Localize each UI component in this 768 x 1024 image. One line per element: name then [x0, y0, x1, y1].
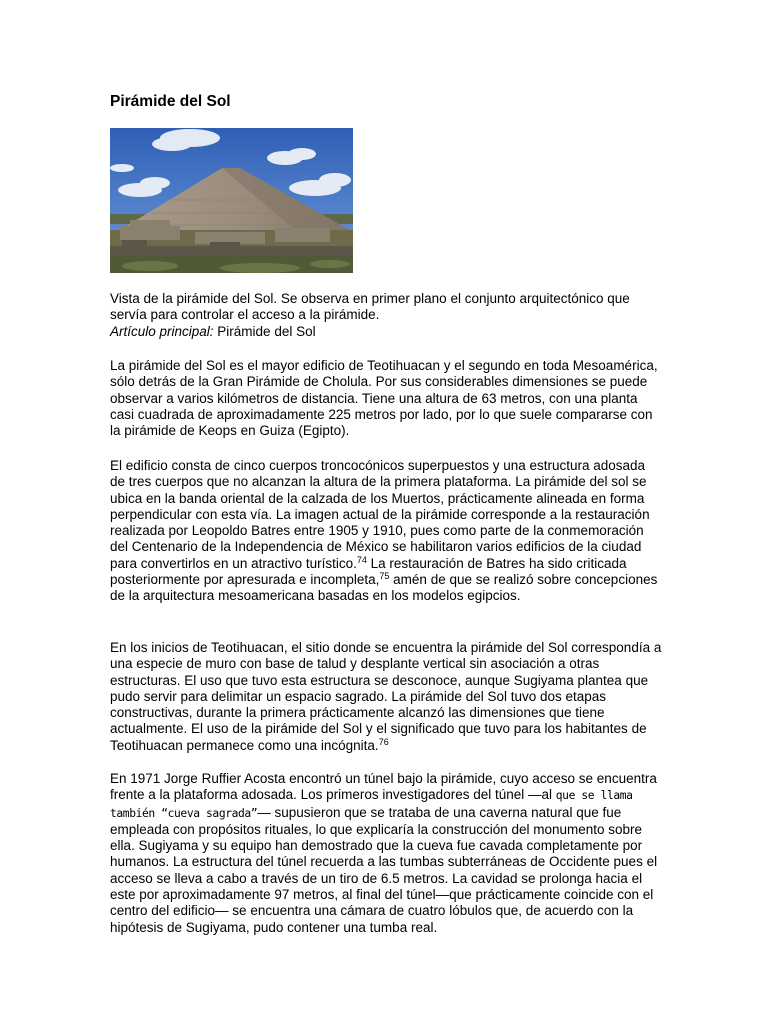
paragraph-2: [110, 458, 662, 605]
paragraph-4-monospace-fragment: que se llama también “cueva sagrada”: [110, 789, 633, 820]
paragraph-2-part-a: El edificio consta de cinco cuerpos troncocónicos superpuestos y una estructura adosada de tres cuerpos que no alcanzan la altura de la primera plataforma. La pirámide del sol se ubica en la banda oriental de la calzada de los Muertos, prácticamente alineada en forma perpendicular con esta vía. La imagen actual de la pirámide corresponde a la restauración realizada por Leopoldo Batres entre 1905 y 1910, pues como parte de la conmemoración del Centenario de la Independencia de México se habilitaron varios edificios de la ciudad para convertirlos en un atractivo turístico.: [110, 458, 650, 571]
caption-text: Vista de la pirámide del Sol. Se observa en primer plano el conjunto arquitectónico que servía para controlar el acceso a la pirámide.: [110, 291, 630, 323]
reference-74[interactable]: 74: [356, 554, 367, 565]
paragraph-3: [110, 640, 662, 754]
page-title: Pirámide del Sol: [110, 93, 231, 110]
reference-76[interactable]: 76: [378, 736, 389, 747]
paragraph-4: [110, 771, 662, 936]
paragraph-2-part-c: amén de que se realizó sobre concepciones de la arquitectura mesoamericana basadas en los modelos egipcios.: [110, 572, 658, 604]
paragraph-2-part-b: La restauración de Batres ha sido criticada posteriormente por apresurada e incompleta,: [110, 555, 627, 588]
main-article-label: Artículo principal:: [110, 323, 214, 339]
paragraph-1: La pirámide del Sol es el mayor edificio de Teotihuacan y el segundo en toda Mesoamérica, sólo detrás de la Gran Pirámide de Cholula. Por sus considerables dimensiones se puede observar a varios kilómetros de distancia. Tiene una altura de 63 metros, con una planta casi cuadrada de aproximadamente 225 metros por lado, por lo que suele compararse con la pirámide de Keops en Guiza (Egipto).: [110, 358, 658, 439]
paragraph-4-part-a: En 1971 Jorge Ruffier Acosta encontró un túnel bajo la pirámide, cuyo acceso se encuentra frente a la plataforma adosada. Los primeros investigadores del túnel —al: [110, 771, 657, 803]
paragraph-4-part-b: — supusieron que se trataba de una caverna natural que fue empleada con propósitos rituales, lo que explicaría la construcción del monumento sobre ella. Sugiyama y su equipo han demostrado que la cueva fue cavada completamente por humanos. La estructura del túnel recuerda a las tumbas subterráneas de Occidente pues el acceso se lleva a cabo a través de un tiro de 6.5 metros. La cavidad se prolonga hacia el este por aproximadamente 97 metros, al final del túnel—que prácticamente coincide con el centro del edificio— se encuentra una cámara de cuatro lóbulos que, de acuerdo con la hipótesis de Sugiyama, pudo contener una tumba real.: [110, 804, 658, 935]
pyramid-photo: [110, 128, 353, 273]
reference-75[interactable]: 75: [379, 571, 390, 582]
main-article-link[interactable]: Pirámide del Sol: [213, 323, 316, 339]
pyramid-photo-illustration: [110, 128, 353, 273]
image-caption: [110, 291, 662, 340]
paragraph-3-text: En los inicios de Teotihuacan, el sitio donde se encuentra la pirámide del Sol correspondía a una especie de muro con base de talud y desplante vertical sin asociación a otras estructuras. El uso que tuvo esta estructura se desconoce, aunque Sugiyama plantea que pudo servir para delimitar un espacio sagrado. La pirámide del Sol tuvo dos etapas constructivas, durante la primera prácticamente alcanzó las dimensiones que tiene actualmente. El uso de la pirámide del Sol y el significado que tuvo para los habitantes de Teotihuacan permanece como una incógnita.: [110, 640, 662, 753]
